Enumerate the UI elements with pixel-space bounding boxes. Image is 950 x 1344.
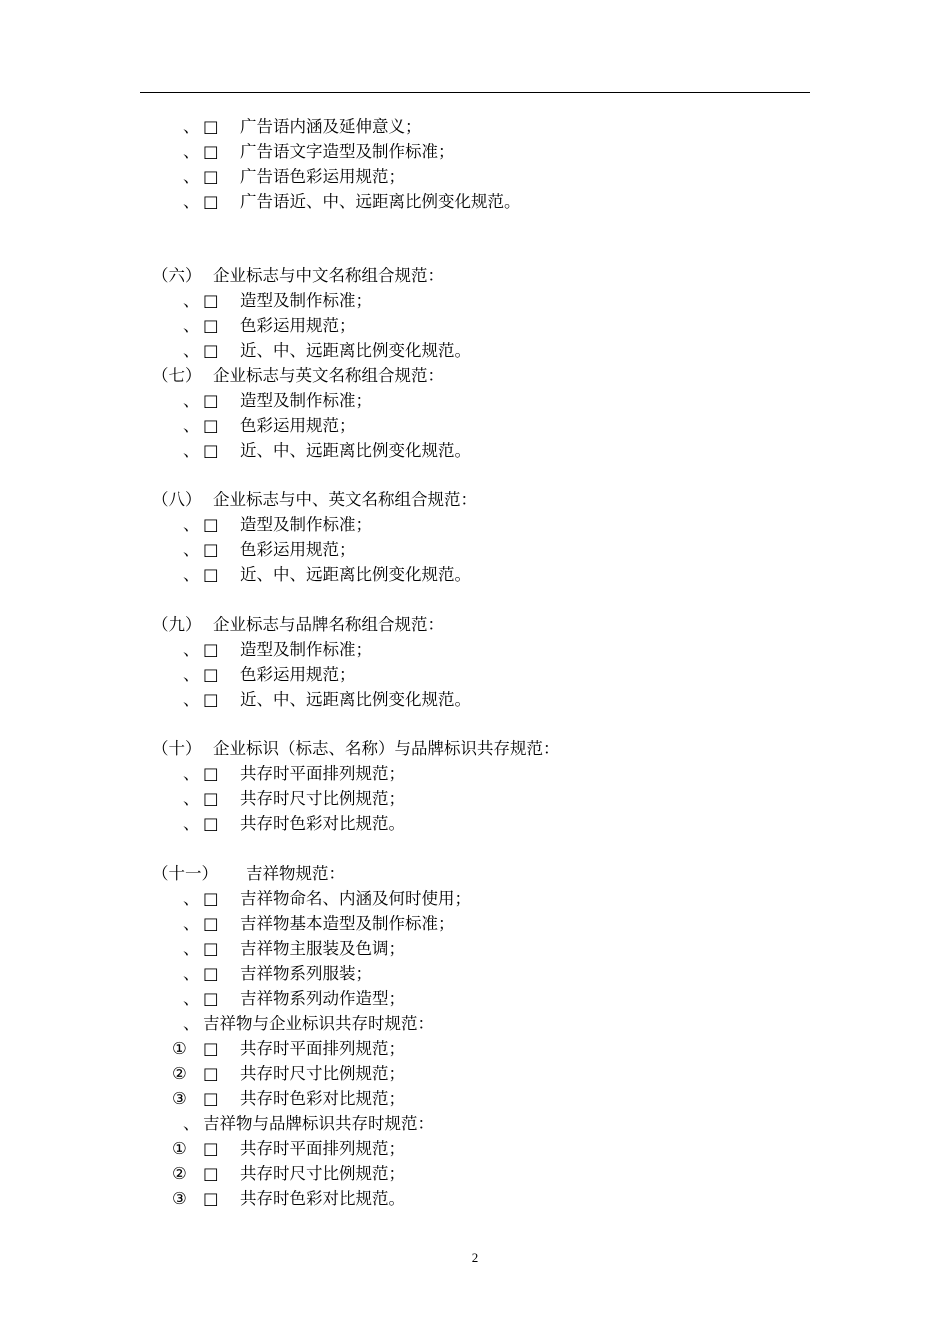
checkbox-icon: □ [203, 964, 219, 983]
item-marker: （十一） [152, 864, 218, 883]
item-marker: 、 [183, 989, 200, 1008]
item-text: 色彩运用规范； [240, 665, 356, 684]
checkbox-icon: □ [203, 341, 219, 360]
item-text: 造型及制作标准； [240, 515, 372, 534]
item-text: 企业标志与中文名称组合规范： [213, 266, 444, 285]
list-item [0, 1137, 950, 1161]
item-marker: 、 [183, 117, 200, 136]
section-heading [0, 488, 950, 512]
item-text: 吉祥物与品牌标识共存时规范： [203, 1114, 434, 1133]
checkbox-icon: □ [203, 565, 219, 584]
item-text: 造型及制作标准； [240, 291, 372, 310]
item-text: 共存时尺寸比例规范； [240, 1064, 405, 1083]
item-text: 企业标志与品牌名称组合规范： [213, 615, 444, 634]
item-text: 吉祥物规范： [246, 864, 345, 883]
list-item [0, 414, 950, 438]
item-text: 共存时色彩对比规范。 [240, 814, 405, 833]
item-marker: 、 [183, 565, 200, 584]
checkbox-icon: □ [203, 1164, 219, 1183]
item-marker: 、 [183, 142, 200, 161]
checkbox-icon: □ [203, 640, 219, 659]
item-marker: 、 [183, 665, 200, 684]
item-marker: 、 [183, 167, 200, 186]
item-text: 企业标志与英文名称组合规范： [213, 366, 444, 385]
checkbox-icon: □ [203, 192, 219, 211]
section-heading [0, 862, 950, 886]
list-item [0, 115, 950, 139]
item-text: 近、中、远距离比例变化规范。 [240, 690, 471, 709]
checkbox-icon: □ [203, 416, 219, 435]
item-marker: （九） [152, 615, 202, 634]
item-number: ③ [172, 1089, 187, 1108]
item-text: 吉祥物系列动作造型； [240, 989, 405, 1008]
list-item [0, 987, 950, 1011]
list-item [0, 912, 950, 936]
checkbox-icon: □ [203, 690, 219, 709]
item-text: 共存时色彩对比规范。 [240, 1189, 405, 1208]
item-marker: 、 [183, 914, 200, 933]
item-text: 近、中、远距离比例变化规范。 [240, 565, 471, 584]
item-marker: 、 [183, 964, 200, 983]
item-marker: 、 [183, 814, 200, 833]
item-text: 色彩运用规范； [240, 416, 356, 435]
checkbox-icon: □ [203, 1089, 219, 1108]
item-text: 共存时平面排列规范； [240, 764, 405, 783]
item-marker: （十） [152, 739, 202, 758]
list-item [0, 1162, 950, 1186]
list-item [0, 638, 950, 662]
checkbox-icon: □ [203, 441, 219, 460]
checkbox-icon: □ [203, 1139, 219, 1158]
item-marker: （八） [152, 490, 202, 509]
checkbox-icon: □ [203, 316, 219, 335]
list-item [0, 812, 950, 836]
item-text: 广告语近、中、远距离比例变化规范。 [240, 192, 521, 211]
item-text: 共存时尺寸比例规范； [240, 789, 405, 808]
item-marker: 、 [183, 192, 200, 211]
list-item [0, 1087, 950, 1111]
checkbox-icon: □ [203, 291, 219, 310]
list-item [0, 962, 950, 986]
item-text: 共存时色彩对比规范； [240, 1089, 405, 1108]
checkbox-icon: □ [203, 167, 219, 186]
item-marker: 、 [183, 416, 200, 435]
item-number: ③ [172, 1189, 187, 1208]
item-marker: 、 [183, 341, 200, 360]
item-text: 吉祥物系列服装； [240, 964, 372, 983]
item-text: 广告语文字造型及制作标准； [240, 142, 455, 161]
item-marker: 、 [183, 640, 200, 659]
item-marker: 、 [183, 316, 200, 335]
item-text: 吉祥物与企业标识共存时规范： [203, 1014, 434, 1033]
item-marker: 、 [183, 1014, 200, 1033]
list-item [0, 787, 950, 811]
checkbox-icon: □ [203, 939, 219, 958]
checkbox-icon: □ [203, 1039, 219, 1058]
section-heading [0, 264, 950, 288]
item-marker: 、 [183, 540, 200, 559]
item-text: 共存时平面排列规范； [240, 1039, 405, 1058]
item-marker: （七） [152, 366, 202, 385]
checkbox-icon: □ [203, 391, 219, 410]
list-item [0, 439, 950, 463]
checkbox-icon: □ [203, 789, 219, 808]
list-item [0, 762, 950, 786]
item-marker: 、 [183, 889, 200, 908]
item-number: ② [172, 1064, 187, 1083]
section-heading [0, 613, 950, 637]
item-marker: 、 [183, 441, 200, 460]
list-item [0, 688, 950, 712]
list-item [0, 140, 950, 164]
item-text: 吉祥物命名、内涵及何时使用； [240, 889, 471, 908]
list-item [0, 1037, 950, 1061]
item-number: ① [172, 1039, 187, 1058]
checkbox-icon: □ [203, 814, 219, 833]
item-text: 吉祥物基本造型及制作标准； [240, 914, 455, 933]
item-text: 共存时平面排列规范； [240, 1139, 405, 1158]
item-marker: 、 [183, 291, 200, 310]
item-text: 色彩运用规范； [240, 316, 356, 335]
item-text: 企业标识（标志、名称）与品牌标识共存规范： [213, 739, 560, 758]
item-text: 色彩运用规范； [240, 540, 356, 559]
checkbox-icon: □ [203, 889, 219, 908]
checkbox-icon: □ [203, 989, 219, 1008]
header-rule [140, 92, 810, 93]
checkbox-icon: □ [203, 1064, 219, 1083]
checkbox-icon: □ [203, 515, 219, 534]
list-item [0, 1062, 950, 1086]
list-item [0, 165, 950, 189]
item-marker: 、 [183, 939, 200, 958]
item-marker: （六） [152, 266, 202, 285]
checkbox-icon: □ [203, 117, 219, 136]
checkbox-icon: □ [203, 1189, 219, 1208]
item-marker: 、 [183, 789, 200, 808]
sub-heading [0, 1012, 950, 1036]
list-item [0, 389, 950, 413]
checkbox-icon: □ [203, 764, 219, 783]
list-item [0, 513, 950, 537]
page-number: 2 [471, 1250, 479, 1265]
item-number: ① [172, 1139, 187, 1158]
list-item [0, 538, 950, 562]
list-item [0, 314, 950, 338]
list-item [0, 289, 950, 313]
list-item [0, 1187, 950, 1211]
item-text: 造型及制作标准； [240, 391, 372, 410]
list-item [0, 190, 950, 214]
checkbox-icon: □ [203, 142, 219, 161]
item-marker: 、 [183, 690, 200, 709]
section-heading [0, 737, 950, 761]
sub-heading [0, 1112, 950, 1136]
list-item [0, 663, 950, 687]
item-marker: 、 [183, 515, 200, 534]
list-item [0, 937, 950, 961]
checkbox-icon: □ [203, 665, 219, 684]
item-text: 吉祥物主服装及色调； [240, 939, 405, 958]
item-text: 共存时尺寸比例规范； [240, 1164, 405, 1183]
list-item [0, 563, 950, 587]
item-text: 造型及制作标准； [240, 640, 372, 659]
item-text: 广告语内涵及延伸意义； [240, 117, 422, 136]
item-text: 近、中、远距离比例变化规范。 [240, 341, 471, 360]
item-text: 企业标志与中、英文名称组合规范： [213, 490, 477, 509]
checkbox-icon: □ [203, 540, 219, 559]
item-number: ② [172, 1164, 187, 1183]
list-item [0, 887, 950, 911]
item-text: 近、中、远距离比例变化规范。 [240, 441, 471, 460]
checkbox-icon: □ [203, 914, 219, 933]
list-item [0, 339, 950, 363]
item-text: 广告语色彩运用规范； [240, 167, 405, 186]
item-marker: 、 [183, 1114, 200, 1133]
section-heading [0, 364, 950, 388]
item-marker: 、 [183, 391, 200, 410]
item-marker: 、 [183, 764, 200, 783]
